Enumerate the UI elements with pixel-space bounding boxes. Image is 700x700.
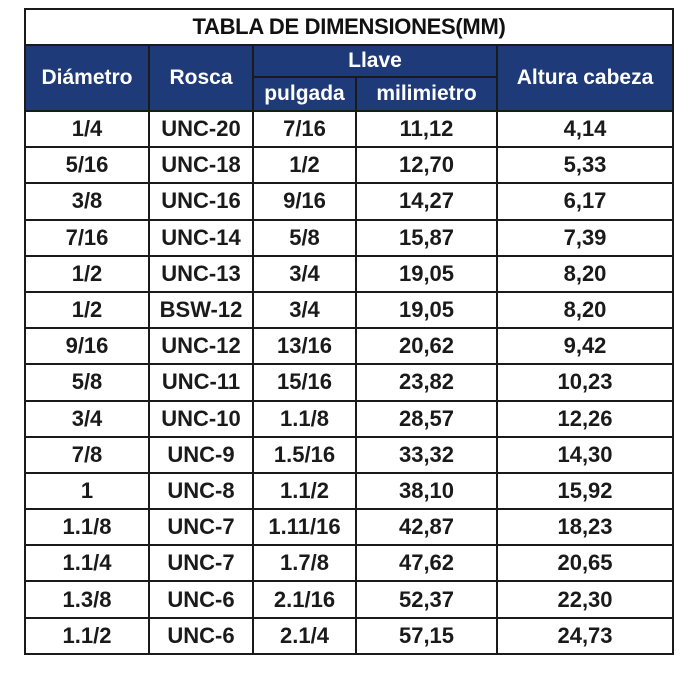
cell-rosca: UNC-18 [149, 147, 253, 183]
cell-diametro: 7/16 [25, 220, 149, 256]
table-row [25, 401, 673, 437]
cell-altura: 15,92 [497, 473, 673, 509]
cell-pulgada: 1.7/8 [253, 545, 356, 581]
cell-diametro: 1.3/8 [25, 581, 149, 617]
cell-milimetro: 33,32 [356, 437, 497, 473]
cell-rosca: UNC-14 [149, 220, 253, 256]
cell-pulgada: 3/4 [253, 256, 356, 292]
cell-altura: 24,73 [497, 618, 673, 654]
cell-altura: 18,23 [497, 509, 673, 545]
table-row [25, 437, 673, 473]
cell-milimetro: 38,10 [356, 473, 497, 509]
cell-altura: 22,30 [497, 581, 673, 617]
cell-pulgada: 1.1/8 [253, 401, 356, 437]
cell-altura: 7,39 [497, 220, 673, 256]
table-row [25, 581, 673, 617]
cell-milimetro: 47,62 [356, 545, 497, 581]
header-pulgada: pulgada [253, 77, 356, 111]
cell-milimetro: 12,70 [356, 147, 497, 183]
table-row [25, 473, 673, 509]
cell-pulgada: 1.11/16 [253, 509, 356, 545]
cell-milimetro: 15,87 [356, 220, 497, 256]
cell-rosca: UNC-9 [149, 437, 253, 473]
dimensions-table-container [24, 8, 672, 655]
cell-diametro: 1.1/2 [25, 618, 149, 654]
cell-rosca: UNC-6 [149, 618, 253, 654]
cell-pulgada: 7/16 [253, 111, 356, 147]
cell-altura: 8,20 [497, 292, 673, 328]
cell-pulgada: 5/8 [253, 220, 356, 256]
table-body [25, 111, 673, 654]
cell-altura: 20,65 [497, 545, 673, 581]
cell-rosca: UNC-7 [149, 545, 253, 581]
cell-diametro: 5/8 [25, 364, 149, 400]
cell-rosca: UNC-8 [149, 473, 253, 509]
cell-milimetro: 14,27 [356, 183, 497, 219]
dimensions-table [24, 8, 674, 655]
cell-rosca: BSW-12 [149, 292, 253, 328]
cell-diametro: 7/8 [25, 437, 149, 473]
cell-milimetro: 20,62 [356, 328, 497, 364]
cell-pulgada: 2.1/4 [253, 618, 356, 654]
cell-pulgada: 9/16 [253, 183, 356, 219]
cell-milimetro: 11,12 [356, 111, 497, 147]
cell-rosca: UNC-20 [149, 111, 253, 147]
cell-rosca: UNC-11 [149, 364, 253, 400]
cell-rosca: UNC-12 [149, 328, 253, 364]
cell-altura: 10,23 [497, 364, 673, 400]
cell-rosca: UNC-10 [149, 401, 253, 437]
header-milimetro: milimietro [356, 77, 497, 111]
cell-rosca: UNC-7 [149, 509, 253, 545]
cell-diametro: 1/2 [25, 292, 149, 328]
cell-milimetro: 19,05 [356, 292, 497, 328]
cell-altura: 14,30 [497, 437, 673, 473]
table-row [25, 256, 673, 292]
cell-pulgada: 2.1/16 [253, 581, 356, 617]
cell-altura: 5,33 [497, 147, 673, 183]
cell-pulgada: 1.1/2 [253, 473, 356, 509]
cell-altura: 6,17 [497, 183, 673, 219]
cell-milimetro: 28,57 [356, 401, 497, 437]
cell-altura: 8,20 [497, 256, 673, 292]
cell-milimetro: 52,37 [356, 581, 497, 617]
table-row [25, 183, 673, 219]
cell-milimetro: 57,15 [356, 618, 497, 654]
table-row [25, 292, 673, 328]
table-row [25, 111, 673, 147]
cell-pulgada: 15/16 [253, 364, 356, 400]
cell-diametro: 1/4 [25, 111, 149, 147]
cell-rosca: UNC-13 [149, 256, 253, 292]
table-row [25, 220, 673, 256]
header-diametro: Diámetro [25, 45, 149, 111]
cell-altura: 4,14 [497, 111, 673, 147]
cell-rosca: UNC-6 [149, 581, 253, 617]
cell-milimetro: 23,82 [356, 364, 497, 400]
table-row [25, 545, 673, 581]
table-row [25, 147, 673, 183]
cell-pulgada: 1.5/16 [253, 437, 356, 473]
cell-pulgada: 1/2 [253, 147, 356, 183]
cell-altura: 12,26 [497, 401, 673, 437]
header-llave: Llave [253, 45, 497, 77]
cell-milimetro: 42,87 [356, 509, 497, 545]
cell-diametro: 1/2 [25, 256, 149, 292]
cell-diametro: 3/4 [25, 401, 149, 437]
cell-diametro: 3/8 [25, 183, 149, 219]
cell-rosca: UNC-16 [149, 183, 253, 219]
cell-pulgada: 3/4 [253, 292, 356, 328]
header-rosca: Rosca [149, 45, 253, 111]
cell-diametro: 1.1/8 [25, 509, 149, 545]
cell-pulgada: 13/16 [253, 328, 356, 364]
table-row [25, 328, 673, 364]
cell-diametro: 1.1/4 [25, 545, 149, 581]
cell-diametro: 5/16 [25, 147, 149, 183]
header-altura-cabeza: Altura cabeza [497, 45, 673, 111]
cell-diametro: 9/16 [25, 328, 149, 364]
cell-milimetro: 19,05 [356, 256, 497, 292]
table-row [25, 618, 673, 654]
cell-diametro: 1 [25, 473, 149, 509]
table-row [25, 364, 673, 400]
table-row [25, 509, 673, 545]
cell-altura: 9,42 [497, 328, 673, 364]
table-title: TABLA DE DIMENSIONES(MM) [25, 9, 673, 45]
